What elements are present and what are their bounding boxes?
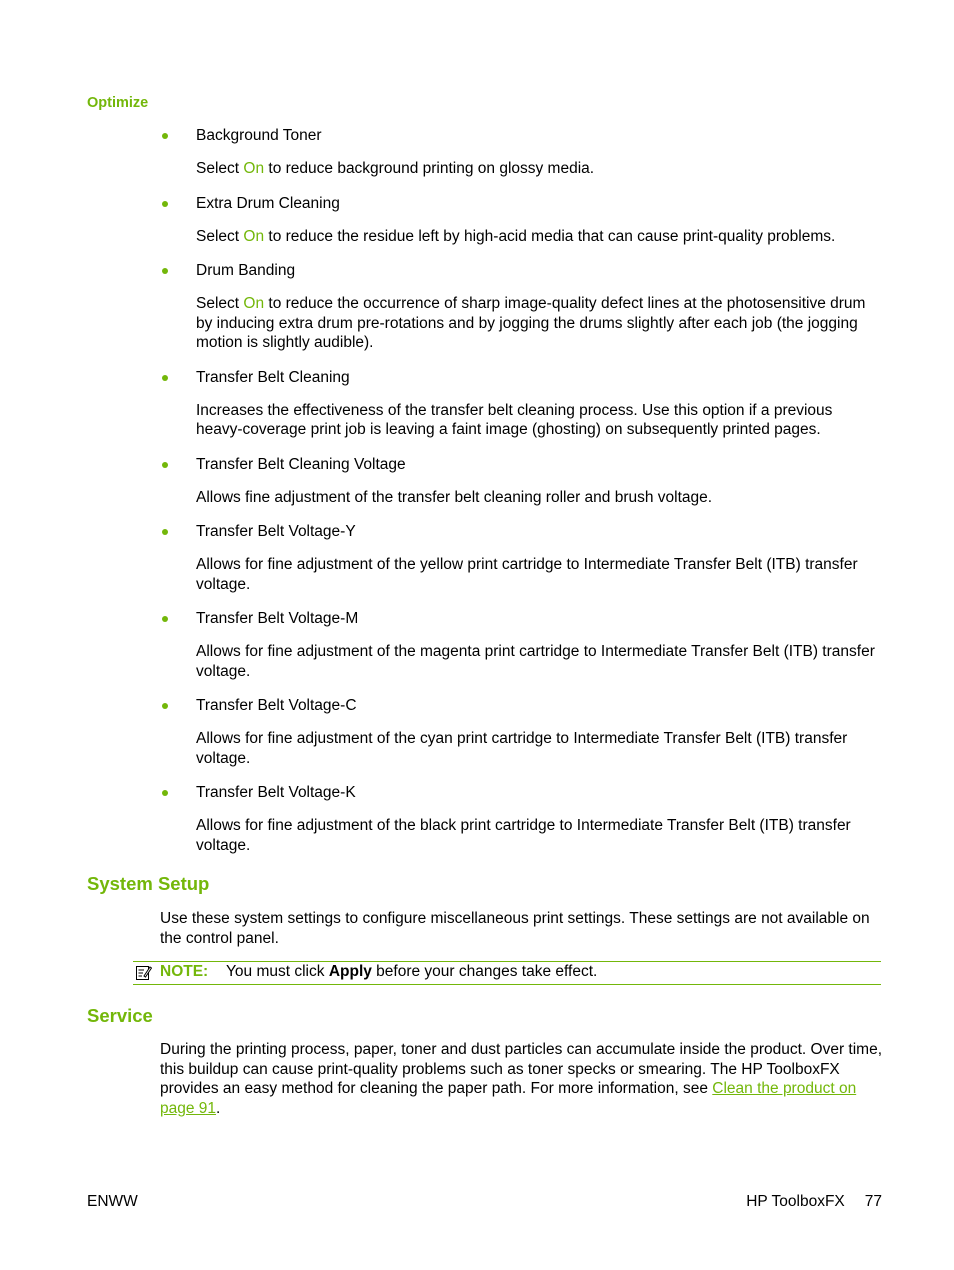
list-item [160,126,882,179]
bullet-icon [162,462,168,468]
note-pencil-icon [135,964,152,981]
list-item [160,455,882,508]
item-description: Allows for fine adjustment of the cyan print cartridge to Intermediate Transfer Belt (ITB) transfer voltage. [196,730,848,767]
item-title: Transfer Belt Voltage-K [196,784,356,801]
clean-product-link[interactable]: Clean the product on page 91 [160,1080,857,1117]
item-description: Select On to reduce background printing on glossy media. [196,160,595,177]
optimize-heading: Optimize [87,95,149,111]
list-item [160,261,882,353]
item-description: Increases the effectiveness of the transfer belt cleaning process. Use this option if a previous heavy-coverage print job is leaving a faint image (ghosting) on subsequently printed pages. [196,401,833,438]
list-item [160,696,882,768]
item-title: Transfer Belt Voltage-Y [196,523,356,540]
system-setup-heading: System Setup [87,873,210,894]
item-title: Transfer Belt Voltage-M [196,610,359,627]
list-item [160,368,882,440]
bullet-icon [162,703,168,709]
note-label: NOTE: [160,963,209,980]
footer-right [746,1193,882,1211]
list-item [160,194,882,247]
list-item [160,609,882,681]
page-number: 77 [864,1193,882,1210]
item-description: Allows for fine adjustment of the yellow print cartridge to Intermediate Transfer Belt (ITB) transfer voltage. [196,556,858,593]
bullet-icon [162,790,168,796]
item-title: Extra Drum Cleaning [196,194,340,212]
item-description: Select On to reduce the occurrence of sharp image-quality defect lines at the photosensitive drum by inducing extra drum pre-rotations and by jogging the drums slightly after each job (the jogging motion is slightly audible). [196,295,866,351]
on-keyword: On [243,227,265,245]
bullet-icon [162,375,168,381]
list-item [160,522,882,594]
item-title: Transfer Belt Cleaning Voltage [196,455,406,473]
item-description: Allows fine adjustment of the transfer belt cleaning roller and brush voltage. [196,488,713,506]
item-description: Allows for fine adjustment of the black print cartridge to Intermediate Transfer Belt (ITB) transfer voltage. [196,817,851,854]
list-item [160,783,882,855]
system-setup-body: Use these system settings to configure miscellaneous print settings. These settings are not available on the control panel. [160,910,870,947]
service-body: During the printing process, paper, toner and dust particles can accumulate inside the product. Over time, this buildup can cause print-quality problems such as toner specks or smearing. The HP ToolboxFX provides an easy method for cleaning the paper path. For more information, see Clean the product on page 91. [160,1041,882,1117]
item-description: Allows for fine adjustment of the magenta print cartridge to Intermediate Transfer Belt (ITB) transfer voltage. [196,643,875,680]
bullet-icon [162,268,168,274]
note-box [133,961,881,985]
footer-left: ENWW [87,1193,138,1210]
apply-keyword: Apply [328,963,372,980]
item-title: Background Toner [196,127,322,144]
bullet-icon [162,616,168,622]
note-text: You must click Apply before your changes take effect. [226,963,598,980]
bullet-icon [162,529,168,535]
on-keyword: On [243,160,265,177]
on-keyword: On [243,295,265,312]
item-description: Select On to reduce the residue left by high-acid media that can cause print-quality problems. [196,227,836,245]
item-title: Transfer Belt Voltage-C [196,697,357,714]
optimize-list [160,126,882,870]
bullet-icon [162,201,168,207]
bullet-icon [162,133,168,139]
item-title: Drum Banding [196,262,296,279]
service-heading: Service [87,1005,153,1026]
footer-title: HP ToolboxFX [746,1193,845,1210]
item-title: Transfer Belt Cleaning [196,368,350,386]
